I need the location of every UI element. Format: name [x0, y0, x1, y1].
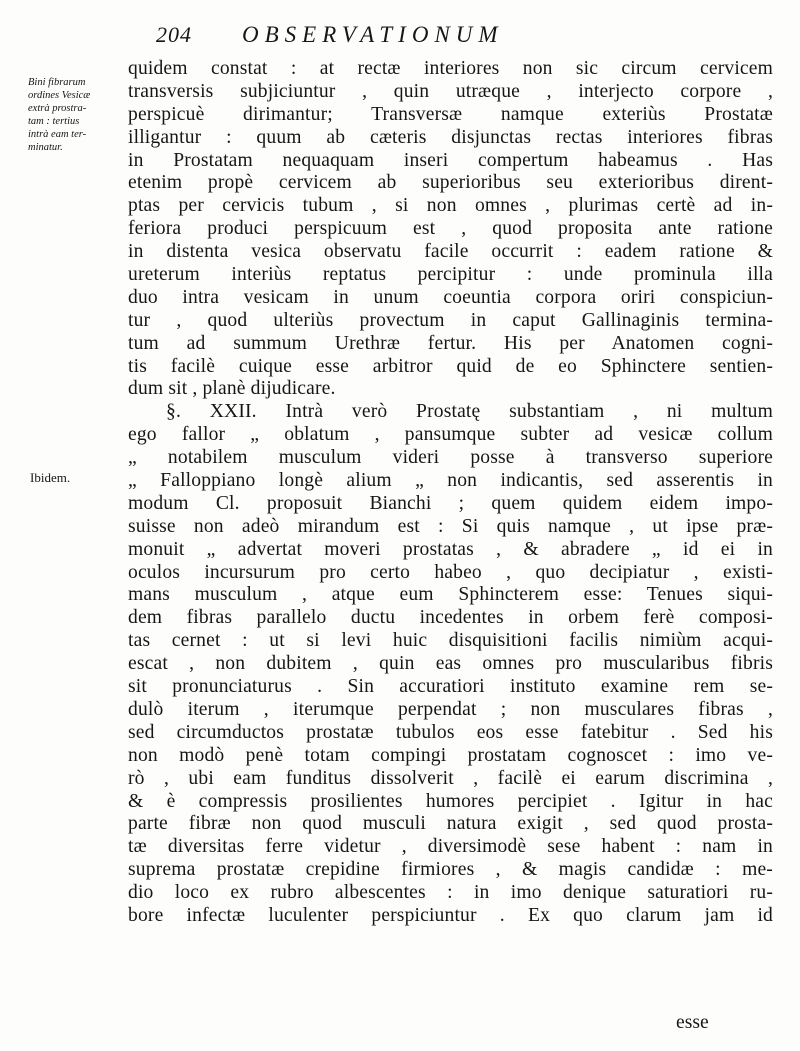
text-line: transversis subjiciuntur , quin utræque , interjecto corpore , — [128, 80, 773, 102]
running-head — [130, 22, 770, 56]
text-line: suprema prostatæ crepidine firmiores , & magis candidæ : me- — [128, 859, 773, 881]
text-line: etenim propè cervicem ab superioribus seu exterioribus dirent- — [128, 172, 773, 194]
text-line: feriora produci perspicuum est , quod proposita ante ratione — [128, 218, 773, 240]
text-line: escat , non dubitem , quin eas omnes pro muscularibus fibris — [128, 653, 773, 675]
text-line: tis facilè cuique esse arbitror quid de eo Sphinctere sentien- — [128, 355, 773, 377]
text-line: dem fibras parallelo ductu incedentes in orbem ferè composi- — [128, 607, 773, 629]
text-line: rò , ubi eam funditus dissolverit , facilè ei earum discrimina , — [128, 767, 773, 789]
marginal-note-line: extrà prostra- — [28, 103, 87, 114]
marginal-note-line: tam : tertius — [28, 116, 80, 127]
text-line: sed circumductos prostatæ tubulos eos esse fatebitur . Sed his — [128, 721, 773, 743]
text-line: dio loco ex rubro albescentes : in imo denique saturatiori ru- — [128, 882, 773, 904]
marginal-note-line: minatur. — [28, 142, 63, 153]
text-line: sit pronunciaturus . Sin accuratiori instituto examine rem se- — [128, 676, 773, 698]
text-line: tæ diversitas ferre videtur , diversimodè sese habent : nam in — [128, 836, 773, 858]
marginal-note-line: intrà eam ter- — [28, 129, 87, 140]
text-line: ureterum interiùs reptatus percipitur : unde prominula illa — [128, 264, 773, 286]
text-line: tum ad summum Urethræ fertur. His per Anatomen cogni- — [128, 332, 773, 354]
text-line: dulò iterum , iterumque perpendat ; non musculares fibras , — [128, 698, 773, 720]
section-heading-line: §. XXII. Intrà verò Prostatę substantiam , ni multum — [166, 401, 773, 423]
text-line: suisse non adeò mirandum est : Si quis namque , ut ipse præ- — [128, 515, 773, 537]
text-line: ptas per cervicis tubum , si non omnes , plurimas certè ad in- — [128, 195, 773, 217]
text-line: dum sit , planè dijudicare. — [128, 378, 336, 400]
text-line: mans musculum , atque eum Sphincterem esse: Tenues siqui- — [128, 584, 773, 606]
marginal-note-ibidem: Ibidem. — [30, 470, 71, 485]
text-line: illigantur : quum ab cæteris disjunctas rectas interiores fibras — [128, 126, 773, 148]
text-line: tur , quod ulteriùs provectum in caput Gallinaginis termina- — [128, 309, 773, 331]
text-line: monuit „ advertat moveri prostatas , & abradere „ id ei in — [128, 538, 773, 560]
marginal-note-line: Bini fibrarum — [28, 77, 86, 88]
text-line: in distenta vesica observatu facile occurrit : eadem ratione & — [128, 241, 773, 263]
text-line: „ Falloppiano longè alium „ non indicantis, sed asserentis in — [128, 470, 773, 492]
text-line: modum Cl. proposuit Bianchi ; quem quidem eidem impo- — [128, 492, 773, 514]
text-line: „ notabilem musculum videri posse à transverso superiore — [128, 447, 773, 469]
text-line: oculos incursurum pro certo habeo , quo decipiatur , existi- — [128, 561, 773, 583]
text-line: ego fallor „ oblatum , pansumque subter ad vesicæ collum — [128, 424, 773, 446]
text-line: perspicuè dirimantur; Transversæ namque exteriùs Prostatæ — [128, 103, 773, 125]
body-text — [128, 58, 773, 928]
text-line: bore infectæ luculenter perspiciuntur . Ex quo clarum jam id — [128, 904, 773, 926]
text-line: parte fibræ non quod musculi natura exigit , sed quod prosta- — [128, 813, 773, 835]
catchword: esse — [676, 1012, 709, 1033]
page-number: 204 — [156, 22, 192, 47]
marginal-note-fibrarum — [28, 76, 128, 154]
running-title: OBSERVATIONUM — [242, 22, 504, 47]
marginal-note-line: ordines Vesicæ — [28, 90, 91, 101]
text-line: duo intra vesicam in unum coeuntia corpora oriri conspiciun- — [128, 286, 773, 308]
text-line: quidem constat : at rectæ interiores non sic circum cervicem — [128, 58, 773, 79]
text-line: non modò penè totam compingi prostatam cognoscet : imo ve- — [128, 744, 773, 766]
text-line: tas cernet : ut si levi huic disquisitioni facilis nimiùm acqui- — [128, 630, 773, 652]
text-line: in Prostatam nequaquam inseri compertum habeamus . Has — [128, 149, 773, 171]
text-line: & è compressis prosilientes humores percipiet . Igitur in hac — [128, 790, 773, 812]
